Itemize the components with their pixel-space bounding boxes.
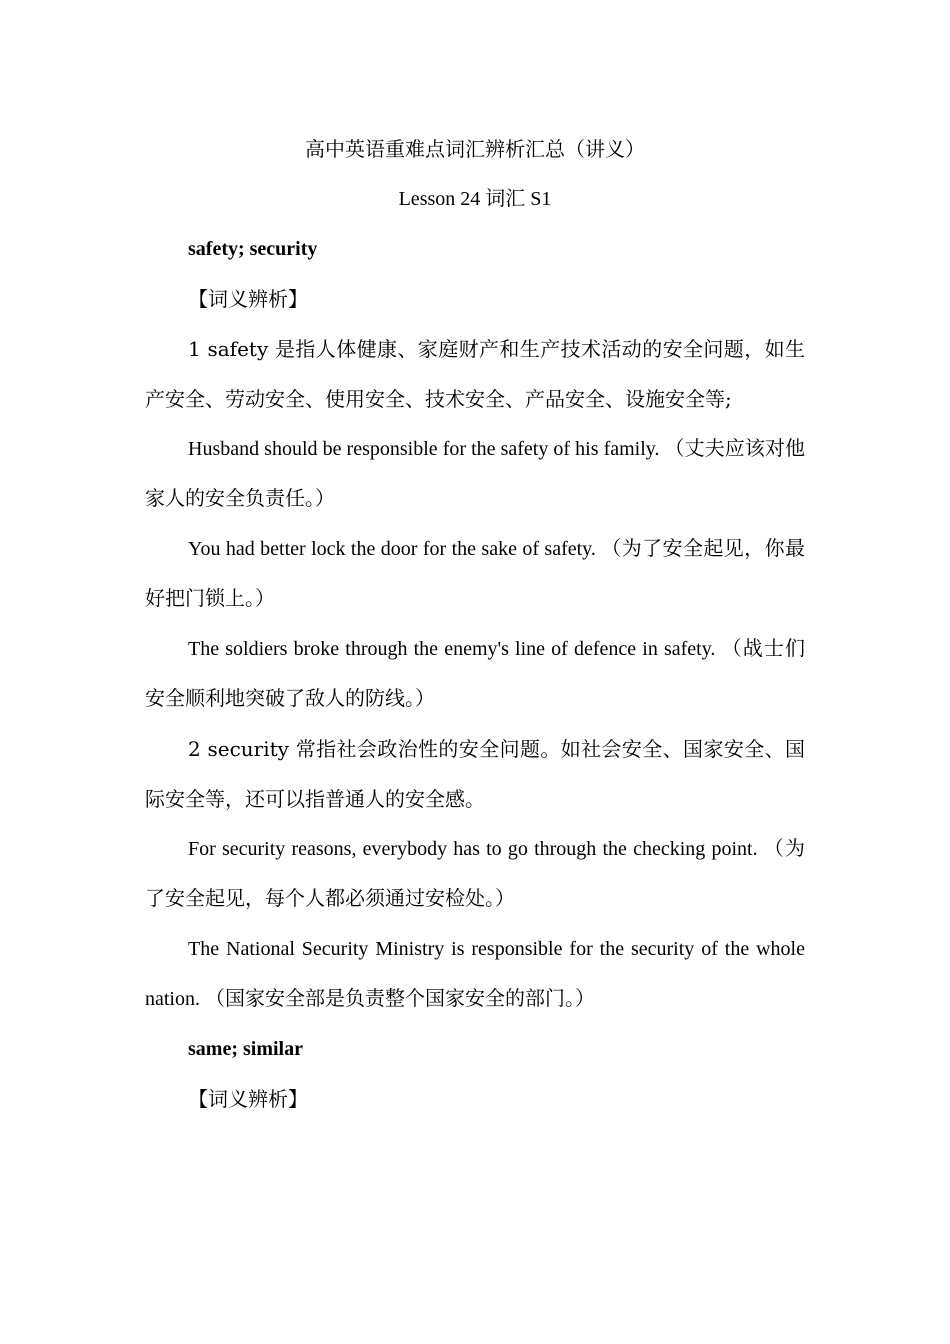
example-sentence: The National Security Ministry is responsible for the security of the whole nation. （国家安全部是负责整个国家安全的部门。）	[145, 938, 805, 1010]
example-sentence: For security reasons, everybody has to go through the checking point. （为了安全起见，每个人都必须通过安检处。）	[145, 838, 805, 910]
document-body	[145, 124, 805, 1124]
example-sentence: Husband should be responsible for the safety of his family. （丈夫应该对他家人的安全负责任。）	[145, 438, 805, 510]
document-subtitle: Lesson 24 词汇 S1	[398, 188, 552, 210]
example-sentence: You had better lock the door for the sake of safety. （为了安全起见，你最好把门锁上。）	[145, 538, 805, 610]
section-heading-safety-security: safety; security	[188, 238, 318, 260]
example-sentence: The soldiers broke through the enemy's line of defence in safety. （战士们安全顺利地突破了敌人的防线。）	[145, 638, 805, 710]
paragraph-security-definition: 2 security 常指社会政治性的安全问题。如社会安全、国家安全、国际安全等，还可以指普通人的安全感。	[145, 737, 805, 811]
section-label: 【词义辨析】	[188, 1087, 308, 1111]
document-title: 高中英语重难点词汇辨析汇总（讲义）	[305, 137, 645, 161]
paragraph-safety-definition: 1 safety 是指人体健康、家庭财产和生产技术活动的安全问题，如生产安全、劳动安全、使用安全、技术安全、产品安全、设施安全等;	[145, 337, 805, 411]
section-label: 【词义辨析】	[188, 287, 308, 311]
section-heading-same-similar: same; similar	[188, 1038, 303, 1060]
